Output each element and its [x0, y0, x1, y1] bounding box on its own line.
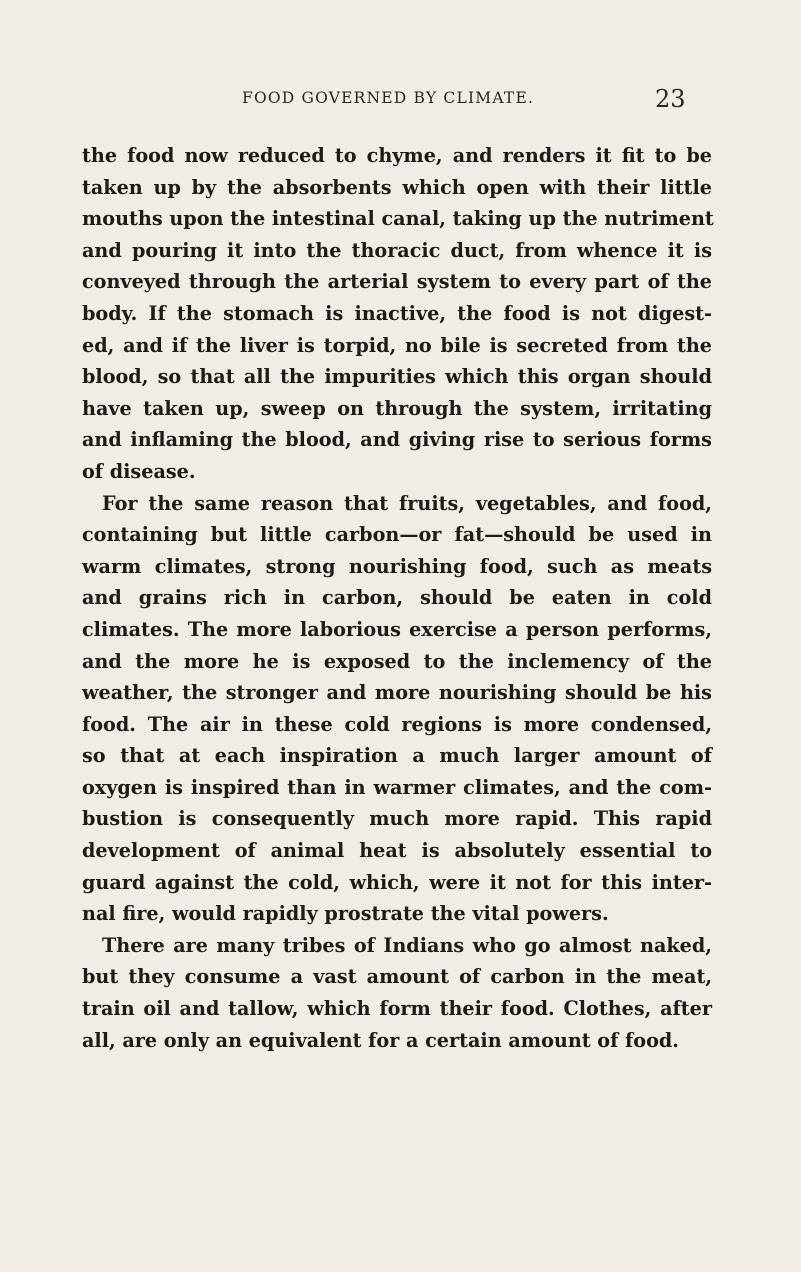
text-line: but they consume a vast amount of carbon in the meat,: [82, 965, 712, 989]
text-line: all, are only an equivalent for a certain amount of food.: [82, 1028, 679, 1052]
text-line: nal fire, would rapidly prostrate the vital powers.: [82, 902, 609, 926]
text-line: and the more he is exposed to the inclemency of the: [82, 649, 712, 673]
text-line: have taken up, sweep on through the system, irritating: [82, 396, 712, 420]
text-line: blood, so that all the impurities which this organ should: [82, 365, 712, 389]
text-line: so that at each inspiration a much larger amount of: [82, 744, 712, 768]
text-line: and pouring it into the thoracic duct, from whence it is: [82, 238, 712, 262]
text-line: and grains rich in carbon, should be eaten in cold: [82, 586, 712, 610]
body-text: [82, 140, 712, 1056]
text-line: body. If the stomach is inactive, the food is not digest-: [82, 301, 712, 325]
text-line: taken up by the absorbents which open with their little: [82, 175, 712, 199]
text-line: There are many tribes of Indians who go almost naked,: [102, 933, 712, 957]
text-line: climates. The more laborious exercise a person performs,: [82, 617, 712, 641]
text-line: weather, the stronger and more nourishing should be his: [82, 681, 712, 705]
text-line: and inflaming the blood, and giving rise to serious forms: [82, 428, 712, 452]
text-line: ed, and if the liver is torpid, no bile is secreted from the: [82, 333, 712, 357]
text-line: the food now reduced to chyme, and renders it fit to be: [82, 144, 712, 167]
page-number: 23: [655, 85, 686, 113]
text-line: of disease.: [82, 459, 196, 483]
text-line: guard against the cold, which, were it not for this inter-: [82, 870, 712, 894]
text-line: train oil and tallow, which form their food. Clothes, after: [82, 997, 712, 1021]
text-line: warm climates, strong nourishing food, such as meats: [82, 554, 712, 578]
text-line: food. The air in these cold regions is more condensed,: [82, 712, 712, 736]
text-line: For the same reason that fruits, vegetables, and food,: [102, 491, 712, 515]
text-line: containing but little carbon—or fat—should be used in: [82, 523, 712, 547]
text-line: development of animal heat is absolutely essential to: [82, 839, 712, 863]
text-line: oxygen is inspired than in warmer climates, and the com-: [82, 775, 712, 799]
text-line: bustion is consequently much more rapid. This rapid: [82, 807, 712, 831]
text-line: conveyed through the arterial system to every part of the: [82, 270, 712, 294]
running-head: [0, 85, 801, 113]
running-title: FOOD GOVERNED BY CLIMATE.: [242, 89, 535, 107]
text-line: mouths upon the intestinal canal, taking up the nutriment: [82, 207, 714, 231]
